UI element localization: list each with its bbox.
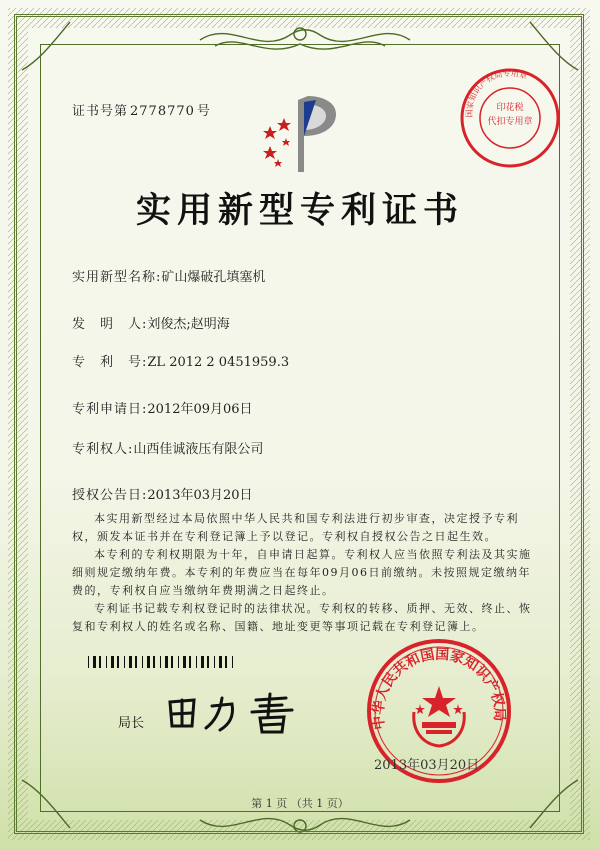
legal-paragraph: 本实用新型经过本局依照中华人民共和国专利法进行初步审查，决定授予专利权，颁发本证书并在专利登记簿上予以登记。专利权自授权公告之日起生效。 — [72, 512, 519, 543]
page-footer: 第 1 页 （共 1 页） — [251, 797, 349, 810]
patent-office-logo-icon — [258, 94, 342, 174]
field-name — [72, 266, 265, 285]
field-patent-no — [72, 351, 289, 370]
field-name-label: 实用新型名称: — [72, 270, 162, 285]
field-grant-date-label: 授权公告日: — [72, 488, 148, 503]
field-filing-date-value: 2012年09月06日 — [147, 402, 253, 417]
cert-no-label: 证书号第 — [72, 104, 129, 119]
field-inventor — [72, 313, 230, 332]
field-inventor-value: 刘俊杰;赵明海 — [147, 317, 230, 332]
field-grant-date-value: 2013年03月20日 — [147, 488, 253, 503]
field-inventor-label: 发 明 人: — [72, 317, 148, 332]
svg-text:印花税: 印花税 — [496, 103, 524, 113]
agency-seal-stamp — [458, 66, 562, 170]
certificate-title: 实用新型专利证书 — [135, 190, 464, 231]
svg-text:国家知识产权局专用章: 国家知识产权局专用章 — [464, 68, 529, 118]
svg-text:代扣专用章: 代扣专用章 — [487, 117, 533, 127]
field-name-value: 矿山爆破孔填塞机 — [161, 270, 266, 285]
field-holder-value: 山西佳诚液压有限公司 — [133, 442, 264, 457]
cert-no-suffix: 号 — [196, 104, 211, 119]
field-holder — [72, 438, 263, 457]
legal-text — [72, 510, 540, 636]
field-filing-date — [72, 398, 253, 417]
field-holder-label: 专利权人: — [72, 442, 134, 457]
director-label: 局长 — [118, 716, 145, 731]
cert-no-value: 2778770 — [130, 104, 195, 119]
legal-paragraph: 专利证书记载专利权登记时的法律状况。专利权的转移、质押、无效、终止、恢复和专利权人的姓名或名称、国籍、地址变更等事项记载在专利登记簿上。 — [72, 602, 532, 633]
field-filing-date-label: 专利申请日: — [72, 402, 148, 417]
legal-paragraph: 本专利的专利权期限为十年，自申请日起算。专利权人应当依照专利法及其实施细则规定缴纳年费。本专利的年费应当在每年09月06日前缴纳。未按照规定缴纳年费的，专利权自应当缴纳年费期满之日起终止。 — [72, 548, 532, 597]
field-grant-date — [72, 484, 253, 503]
certificate-number — [72, 100, 213, 119]
barcode — [88, 656, 236, 668]
field-patent-no-value: ZL 2012 2 0451959.3 — [147, 355, 290, 370]
svg-text:中华人民共和国国家知识产权局: 中华人民共和国国家知识产权局 — [370, 646, 508, 731]
field-patent-no-label: 专 利 号: — [72, 355, 148, 370]
director-signature — [160, 688, 310, 736]
seal-date: 2013年03月20日 — [374, 758, 480, 773]
